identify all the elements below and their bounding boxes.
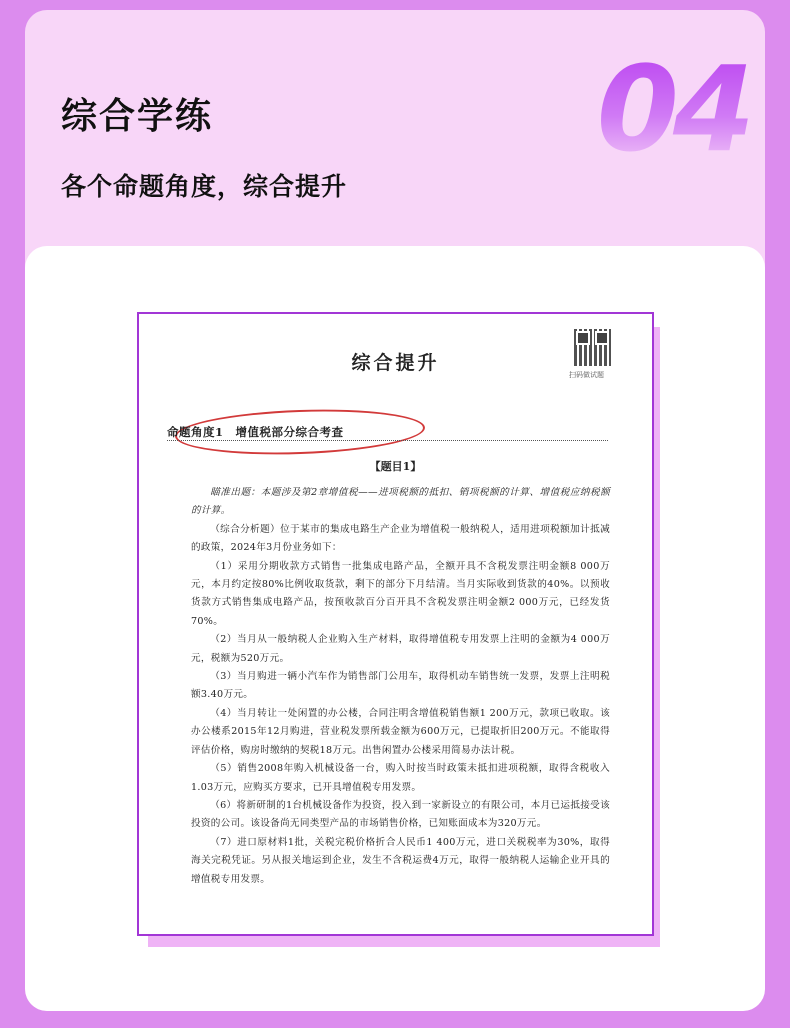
section-heading: 命题角度1 增值税部分综合考查: [167, 425, 344, 439]
paragraph: （7）进口原材料1批，关税完税价格折合人民币1 400万元，进口关税税率为30%，取得海关完税凭证。另从报关地运到企业，发生不含税运费4万元，取得一般纳税人运输企业开具的增值税专用发票。: [191, 836, 610, 885]
paragraph: （1）采用分期收款方式销售一批集成电路产品，全额开具不含税发票注明金额8 000万元，本月约定按80%比例收取货款，剩下的部分下月结清。当月实际收到货款的40%。以预收货款方式销售集成电路产品，按预收款百分百开具不含税发票注明金额2 000万元，已经发货70%。: [191, 560, 610, 627]
problem-label: 【题目1】: [369, 460, 422, 473]
paragraph: （3）当月购进一辆小汽车作为销售部门公用车，取得机动车销售统一发票，发票上注明税额3.40万元。: [191, 671, 610, 701]
paragraph: （4）当月转让一处闲置的办公楼，合同注明含增值税销售额1 200万元，款项已收取。该办公楼系2015年12月购进，营业税发票所载金额为600万元，已提取折旧200万元。不能取得评估价格，购房时缴纳的契税18万元。出售闲置办公楼采用简易办法计税。: [191, 707, 610, 756]
qr-code-icon: [574, 329, 611, 366]
paragraph: （2）当月从一般纳税人企业购入生产材料，取得增值税专用发票上注明的金额为4 000万元，税额为520万元。: [191, 634, 610, 664]
book-page-image: [137, 312, 654, 936]
paragraph: （综合分析题）位于某市的集成电路生产企业为增值税一般纳税人，适用进项税额加计抵减的政策，2024年3月份业务如下：: [191, 523, 610, 554]
paragraph: 瞄准出题：本题涉及第2章增值税——进项税额的抵扣、销项税额的计算、增值税应纳税额的计算。: [191, 487, 610, 517]
problem-body: [191, 484, 610, 889]
section-title: 综合学练: [61, 96, 214, 137]
section-subtitle: 各个命题角度，综合提升: [61, 172, 348, 201]
section-divider: [167, 440, 608, 441]
page-title: 综合提升: [351, 352, 440, 374]
paragraph: （6）将新研制的1台机械设备作为投资，投入到一家新设立的有限公司，本月已运抵接受该投资的公司。该设备尚无同类型产品的市场销售价格，已知账面成本为320万元。: [191, 799, 610, 830]
section-number: 04: [596, 40, 749, 178]
qr-caption: 扫码做试题: [569, 371, 604, 379]
paragraph: （5）销售2008年购入机械设备一台，购入时按当时政策未抵扣进项税额，取得含税收入1.03万元，应购买方要求，已开具增值税专用发票。: [191, 763, 610, 793]
